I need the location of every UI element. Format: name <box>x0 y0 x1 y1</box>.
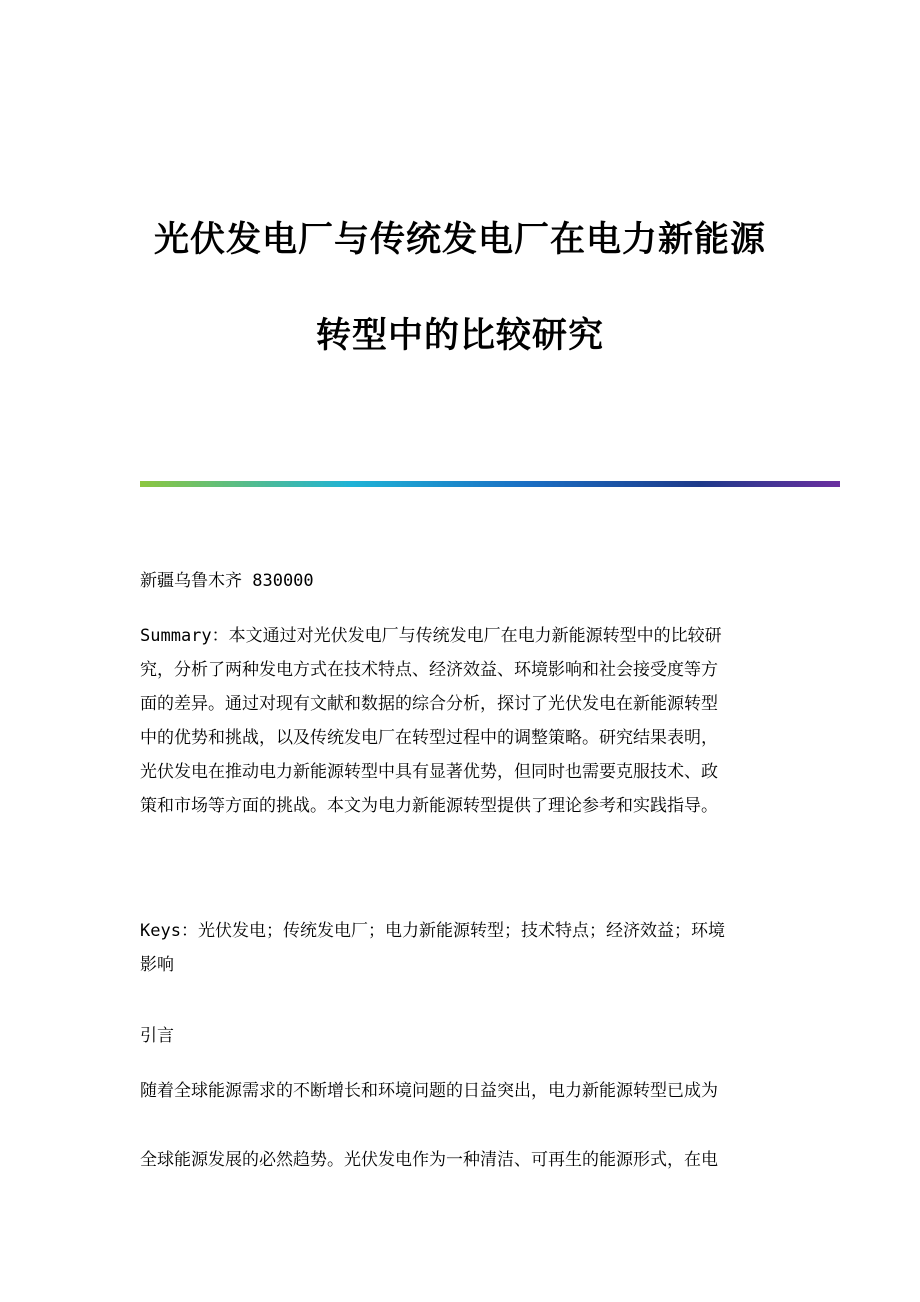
intro-paragraph <box>140 1074 780 1177</box>
intro-line: 随着全球能源需求的不断增长和环境问题的日益突出，电力新能源转型已成为 <box>140 1081 718 1101</box>
document-title-line-2: 转型中的比较研究 <box>315 315 604 356</box>
summary-paragraph <box>140 619 780 823</box>
summary-line: 面的差异。通过对现有文献和数据的综合分析，探讨了光伏发电在新能源转型 <box>140 694 718 714</box>
document-title-line-1: 光伏发电厂与传统发电厂在电力新能源 <box>153 219 766 260</box>
intro-line: 全球能源发展的必然趋势。光伏发电作为一种清洁、可再生的能源形式，在电 <box>140 1150 718 1170</box>
keywords-line: Keys：光伏发电；传统发电厂；电力新能源转型；技术特点；经济效益；环境 <box>140 921 725 941</box>
keywords-line: 影响 <box>140 955 174 975</box>
summary-line: 中的优势和挑战，以及传统发电厂在转型过程中的调整策略。研究结果表明， <box>140 728 718 748</box>
summary-line: 策和市场等方面的挑战。本文为电力新能源转型提供了理论参考和实践指导。 <box>140 796 718 816</box>
summary-line: 光伏发电在推动电力新能源转型中具有显著优势，但同时也需要克服技术、政 <box>140 762 718 782</box>
intro-heading: 引言 <box>140 1026 174 1046</box>
summary-line: 究，分析了两种发电方式在技术特点、经济效益、环境影响和社会接受度等方 <box>140 660 718 680</box>
intro-line-gap <box>140 1108 780 1143</box>
divider-bar <box>140 481 840 487</box>
summary-line: Summary：本文通过对光伏发电厂与传统发电厂在电力新能源转型中的比较研 <box>140 626 722 646</box>
title-divider <box>140 481 840 487</box>
keywords-paragraph <box>140 914 780 982</box>
author-address: 新疆乌鲁木齐 830000 <box>140 571 314 591</box>
